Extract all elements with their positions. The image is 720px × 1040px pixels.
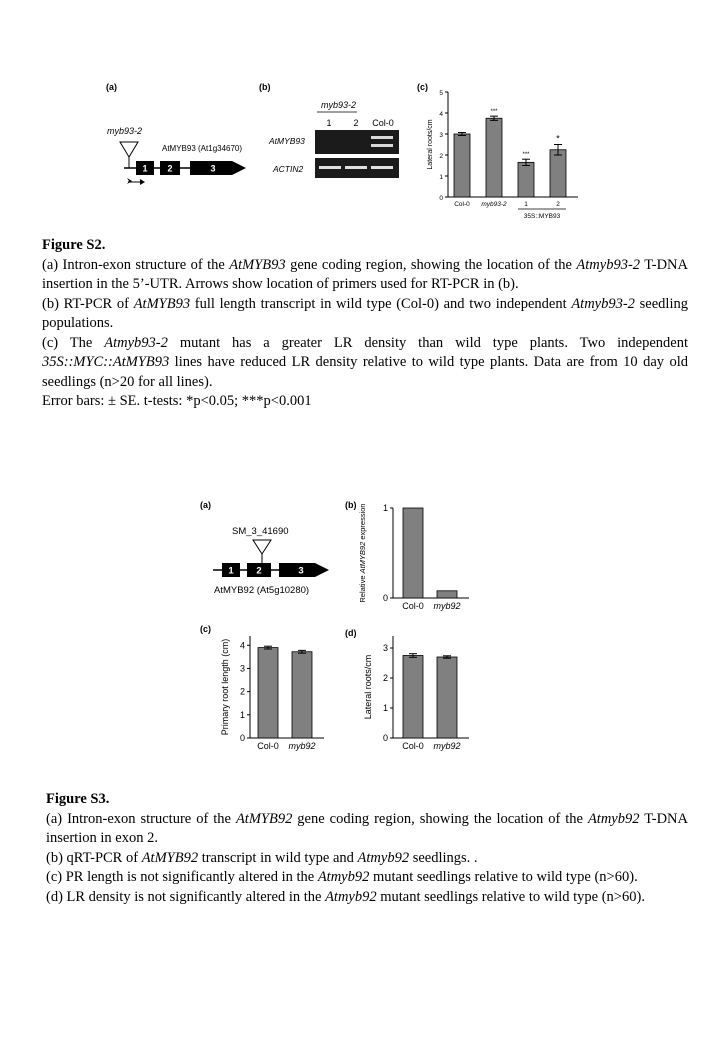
bar (437, 657, 457, 738)
bar (486, 118, 502, 197)
y-tick-label: 4 (239, 640, 245, 651)
y-tick-label: 3 (382, 643, 388, 653)
primer-arrow-icon (140, 179, 145, 185)
x-tick-label: myb92 (288, 741, 316, 751)
s3-panel-a-label: (a) (200, 500, 211, 510)
s2-lane-1: 1 (326, 118, 332, 128)
s3-gene-label: AtMYB92 (At5g10280) (214, 585, 310, 596)
s3-exon-1-label: 1 (228, 565, 234, 577)
s2-lane-2: 2 (353, 118, 359, 128)
s3-expression-chart (355, 500, 485, 616)
bar (454, 134, 470, 197)
significance-label: *** (522, 152, 530, 159)
s3-exon-2-label: 2 (256, 565, 262, 577)
s3-lateral-root-chart (355, 628, 485, 754)
bar (403, 656, 423, 739)
y-tick-label: 0 (382, 733, 388, 743)
y-tick-label: 1 (382, 503, 388, 513)
s2-gel (265, 96, 415, 186)
s2-exon-1-label: 1 (142, 163, 148, 174)
bar (518, 162, 534, 197)
y-tick-label: 2 (439, 153, 443, 160)
s3-insertion-label: SM_3_41690 (232, 526, 289, 537)
s3-panel-d-label: (d) (345, 628, 357, 638)
s2-panel-b-label: (b) (259, 82, 271, 92)
tdna-insertion-icon (253, 540, 271, 554)
s2-caption-c: (c) The Atmyb93-2 mutant has a greater LR density than wild type plants. Two independent 35S::MYC::AtMYB93 lines have reduced LR density relative to wild type plants. Data are from 10 day old seedlings (n>20 for all lines). (42, 334, 688, 390)
s2-caption-a: (a) Intron-exon structure of the AtMYB93 gene coding region, showing the location of the Atmyb93-2 T-DNA insertion in the 5’-UTR. Arrows show location of primers used for RT-PCR in (b). (42, 256, 688, 292)
s2-caption-b: (b) RT-PCR of AtMYB93 full length transcript in wild type (Col-0) and two independent Atmyb93-2 seedling populations. (42, 295, 688, 331)
y-tick-label: 2 (382, 673, 388, 683)
y-tick-label: 5 (439, 90, 443, 97)
s2-insertion-label: myb93-2 (107, 126, 143, 136)
y-axis-label: Lateral roots/cm (363, 654, 373, 720)
y-axis-label: Lateral roots/cm (427, 119, 434, 170)
s2-caption-title: Figure S2. (42, 237, 106, 253)
s2-panel-c-label: (c) (417, 82, 428, 92)
s3-caption (46, 790, 688, 907)
group-label: 35S::MYB93 (523, 213, 561, 220)
primer-forward-arrow-icon (127, 178, 132, 184)
s2-row-actin2: ACTIN2 (273, 164, 304, 174)
y-tick-label: 4 (439, 111, 443, 118)
s3-caption-title: Figure S3. (46, 791, 110, 807)
y-tick-label: 1 (239, 709, 245, 720)
s2-gel-atmyb93 (315, 130, 399, 154)
x-tick-label: myb92 (433, 741, 461, 751)
s3-caption-a: (a) Intron-exon structure of the AtMYB92 gene coding region, showing the location of the Atmyb92 T-DNA insertion in exon 2. (46, 810, 688, 846)
s2-gene-diagram (100, 120, 260, 190)
s2-gene-label: AtMYB93 (At1g34670) (162, 144, 243, 153)
y-tick-label: 0 (439, 195, 443, 202)
s3-panel-c-label: (c) (200, 624, 211, 634)
y-tick-label: 0 (239, 733, 245, 743)
y-axis-label: Relative AtMYB92 expression (358, 503, 367, 603)
x-tick-label: myb93-2 (481, 201, 507, 208)
tdna-insertion-icon (120, 142, 138, 157)
x-tick-label: myb92 (433, 601, 461, 611)
s2-lateral-root-chart (420, 84, 600, 232)
x-tick-label: Col-0 (454, 201, 470, 208)
y-axis-label: Primary root length (cm) (220, 638, 230, 736)
y-tick-label: 3 (239, 663, 245, 674)
s3-exon-3-label: 3 (298, 565, 304, 577)
s2-exon-3 (190, 161, 246, 175)
s2-lane-col0: Col-0 (372, 118, 394, 128)
bar (292, 652, 312, 738)
y-tick-label: 2 (239, 686, 245, 697)
x-tick-label: Col-0 (257, 741, 279, 751)
s2-exon-3-label: 3 (210, 163, 216, 174)
s2-caption (42, 236, 688, 412)
s3-panel-b-label: (b) (345, 500, 357, 510)
x-tick-label: Col-0 (402, 601, 424, 611)
s2-caption-errorbars: Error bars: ± SE. t-tests: *p<0.05; ***p<0.001 (42, 393, 312, 409)
s3-primary-root-chart (212, 628, 342, 754)
s2-exon-2-label: 2 (167, 163, 173, 174)
y-tick-label: 1 (382, 703, 388, 713)
y-tick-label: 1 (439, 174, 443, 181)
x-tick-label: 1 (524, 201, 528, 208)
s2-panel-a-label: (a) (106, 82, 117, 92)
bar (403, 508, 423, 598)
s3-exon-3 (279, 563, 329, 577)
s3-caption-d: (d) LR density is not significantly altered in the Atmyb92 mutant seedlings relative to wild type (n>60). (46, 888, 645, 905)
bar (550, 150, 566, 197)
bar (258, 648, 278, 738)
significance-label: * (556, 133, 560, 144)
y-tick-label: 0 (382, 593, 388, 603)
s3-gene-diagram (205, 520, 345, 600)
s3-caption-c: (c) PR length is not significantly altered in the Atmyb92 mutant seedlings relative to wild type (n>60). (46, 869, 638, 885)
bar (437, 591, 457, 598)
x-tick-label: Col-0 (402, 741, 424, 751)
s3-caption-b: (b) qRT-PCR of AtMYB92 transcript in wild type and Atmyb92 seedlings. . (46, 849, 478, 866)
s2-gel-header: myb93-2 (321, 100, 357, 110)
y-tick-label: 3 (439, 132, 443, 139)
x-tick-label: 2 (556, 201, 560, 208)
significance-label: *** (490, 109, 498, 116)
s2-row-atmyb93: AtMYB93 (269, 136, 305, 146)
